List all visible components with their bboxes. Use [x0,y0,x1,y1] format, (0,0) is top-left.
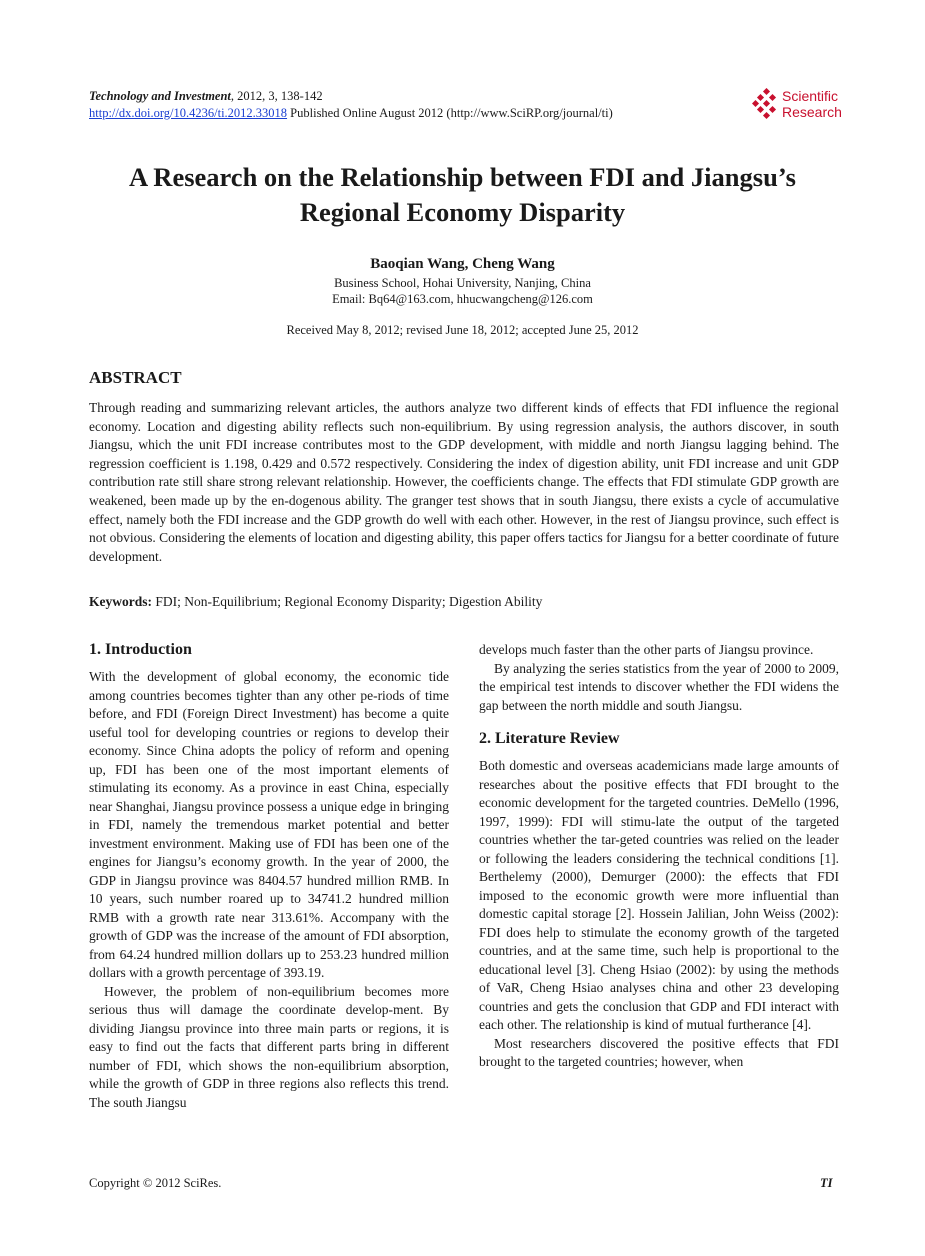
title-line-2: Regional Economy Disparity [299,197,626,227]
email: Email: Bq64@163.com, hhucwangcheng@126.com [332,292,593,306]
section-heading-introduction: 1. Introduction [89,641,192,658]
paragraph: By analyzing the series statistics from the year of 2000 to 2009, the empirical test intends to discover whether the FDI widens the gap between the north middle and south Jiangsu. [479,660,839,713]
authors: Baoqian Wang, Cheng Wang [370,256,555,272]
left-column [89,640,449,1112]
scirp-logo-icon [752,88,780,122]
journal-code: TI [820,1176,833,1190]
abstract-heading: ABSTRACT [89,368,182,387]
affiliation-block [60,275,865,307]
received-dates: Received May 8, 2012; revised June 18, 2012; accepted June 25, 2012 [286,323,639,337]
citation-volume: , 2012, 3, 138-142 [230,89,323,103]
keywords-label: Keywords: [89,594,152,609]
abstract-text: Through reading and summarizing relevant articles, the authors analyze two different kinds of effects that FDI influence the regional economy. Location and digesting ability reflects such non-equilibrium. By using regression analysis, the authors discover, in south Jiangsu, which the unit FDI increase contributes most to the GDP development, with middle and north Jiangsu lagging behind. The regression coefficient is 1.198, 0.429 and 0.572 respectively. Considering the index of digestion ability, unit FDI increase and unit GDP contribution rate still share strong relevant relationship. However, the coefficients change. The effects that FDI stimulate GDP growth are weakened, been made up by the en-dogenous ability. The granger test shows that in south Jiangsu, there exists a cycle of accumulative effect, namely both the FDI increase and the GDP growth do well with each other. However, in the rest of Jiangsu province, such effect is not obvious. Considering the elements of location and digesting ability, this paper offers tactics for Jiangsu for a better coordinate of future development. [89,400,839,564]
doi-link[interactable]: http://dx.doi.org/10.4236/ti.2012.33018 [89,106,288,120]
page-header [89,88,839,122]
paragraph: develops much faster than the other parts of Jiangsu province. [479,642,814,657]
right-column [479,641,839,1072]
published-online: Published Online August 2012 (http://www.SciRP.org/journal/ti) [287,106,613,120]
title-line-1: A Research on the Relationship between FDI and Jiangsu’s [129,162,796,192]
journal-citation [89,88,839,105]
affiliation: Business School, Hohai University, Nanjing, China [334,276,591,290]
journal-name: Technology and Investment [89,89,231,103]
paragraph: With the development of global economy, the economic tide among countries becomes tighter than any other pe-riods of time before, and FDI (Foreign Direct Investment) has become a quite useful tool for developing countries or regions to develop their economy. Since China adopts the policy of reform and opening up, FDI has been one of the most important elements of stimulating its economy. As a province in east China, especially near Shanghai, Jiangsu province possess a unique edge in bringing in FDI, namely the tremendous market potential and better investment environment. Making use of FDI has been one of the engines for Jiangsu’s economy growth. In the year of 2000, the GDP in Jiangsu province was 8404.57 hundred million RMB. In 10 years, such number roared up to 34741.2 hundred million RMB with a growth rate near 313.61%. Accompany with the growth of GDP was the increase of the amount of FDI absorption, from 64.24 hundred million dollars up to 253.23 hundred million dollars with a growth percentage of 393.19. [89,669,449,980]
section-heading-literature-review: 2. Literature Review [479,730,620,747]
logo-line-1: Scientific [782,88,839,104]
doi-line [89,105,839,122]
keywords [89,594,839,610]
publisher-logo [752,88,842,122]
paragraph: Most researchers discovered the positive effects that FDI brought to the targeted countries; however, when [479,1035,839,1069]
copyright: Copyright © 2012 SciRes. [89,1176,222,1190]
keywords-text: FDI; Non-Equilibrium; Regional Economy Disparity; Digestion Ability [152,594,543,609]
logo-text [782,88,842,120]
paragraph: Both domestic and overseas academicians made large amounts of researches about the positive effects that FDI brought to the economic development for the targeted countries. DeMello (1996, 1997, 1999): FDI will stimu-late the output of the targeted countries whether the tar-geted countries was relied on the leader or following the leaders considering the technical conditions [1]. Berthelemy (2000), Demurger (2000): the effects that FDI imposed to the economic growth were more influential than domestic capital storage [2]. Hossein Jalilian, John Weiss (2002): FDI does help to stimulate the economy growth of the targeted countries, and at the same time, such help is proportional to the educational level [3]. Cheng Hsiao (2002): by using the methods of VaR, Cheng Hsiao analyses china and other 23 developing countries and gets the conclusion that GDP and FDI interact with each other. The relationship is kind of mutual furtherance [4]. [479,758,839,1032]
logo-line-2: Research [782,104,842,120]
paragraph: However, the problem of non-equilibrium becomes more serious thus will damage the coordinate develop-ment. By dividing Jiangsu province into three main parts or regions, it is easy to find out the facts that different parts bring in different number of FDI, which shows the non-equilibrium absorption, while the growth of GDP in three regions also reflects this trend. The south Jiangsu [89,983,449,1110]
paper-title [60,160,865,230]
